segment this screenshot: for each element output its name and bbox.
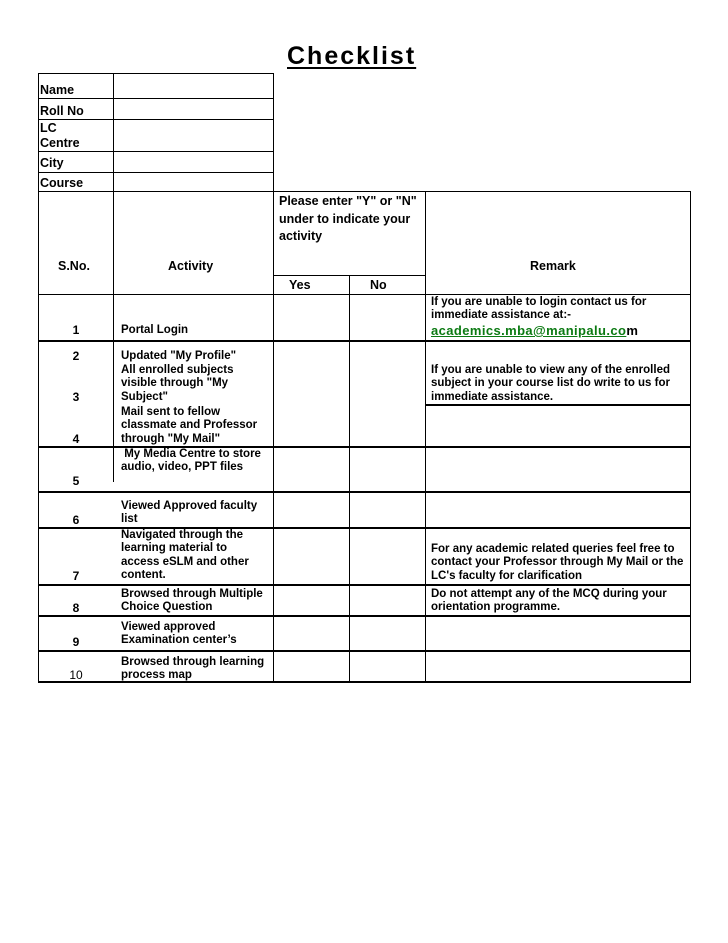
activity-header: Activity (168, 259, 214, 273)
support-email-link[interactable]: academics.mba@manipalu.co (431, 323, 627, 338)
row-activity: Browsed through learning process map (121, 656, 265, 682)
page-title: Checklist (287, 42, 417, 70)
row-activity: Portal Login (121, 324, 189, 336)
roll-no-label: Roll No (40, 104, 84, 118)
grid-line (349, 294, 350, 683)
course-label: Course (40, 176, 84, 190)
lc-centre-label-line2: Centre (40, 136, 80, 150)
row-number: 5 (72, 474, 80, 488)
grid-line (425, 191, 426, 683)
grid-line (273, 73, 274, 683)
grid-line (38, 294, 39, 683)
row-number: 9 (72, 635, 80, 649)
row-divider (38, 340, 690, 342)
yes-header: Yes (289, 278, 311, 292)
row-activity: Mail sent to fellow classmate and Professor through "My Mail" (121, 406, 258, 445)
row-activity: Updated "My Profile" (121, 350, 237, 362)
row-divider (38, 650, 690, 652)
row-number: 6 (72, 513, 80, 527)
name-label: Name (40, 83, 75, 97)
row-number: 7 (72, 569, 80, 583)
lc-centre-label: LC (40, 121, 57, 135)
support-email (431, 322, 638, 340)
row-activity: Viewed Approved faculty list (121, 500, 258, 526)
row-activity: Browsed through Multiple Choice Question (121, 588, 263, 614)
row-remark: Do not attempt any of the MCQ during your orientation programme. (431, 588, 667, 614)
grid-line (38, 172, 273, 173)
row-remark: For any academic related queries feel free to contact your Professor through My Mail or the LC's faculty for clarification (431, 543, 684, 582)
row-number: 8 (72, 601, 80, 615)
grid-line (349, 275, 350, 295)
row-divider (38, 584, 690, 586)
no-header: No (370, 278, 387, 292)
grid-line (38, 191, 690, 192)
row-divider (425, 404, 690, 406)
row-remark: If you are unable to view any of the enrolled subject in your course list do write to us for immediate assistance. (431, 364, 670, 403)
row-number: 4 (72, 432, 80, 446)
row-remark: If you are unable to login contact us for immediate assistance at:- (431, 296, 647, 322)
grid-line (38, 98, 273, 99)
row-divider (38, 491, 690, 493)
row-activity: Viewed approved Examination center’s (121, 621, 237, 647)
row-number: 2 (72, 349, 80, 363)
instruction-header: Please enter "Y" or "N" under to indicate your activity (279, 194, 417, 243)
grid-line (690, 191, 691, 683)
sno-header: S.No. (58, 259, 90, 273)
row-number: 10 (69, 668, 83, 682)
grid-line (38, 73, 273, 74)
grid-line (38, 73, 39, 295)
row-activity: My Media Centre to store audio, video, PPT files (121, 448, 265, 474)
grid-line (38, 151, 273, 152)
row-activity: Navigated through the learning material to access eSLM and other content. (121, 529, 249, 582)
city-label: City (40, 156, 64, 170)
grid-line (38, 119, 273, 120)
row-divider (38, 615, 690, 617)
remark-header: Remark (530, 259, 576, 273)
grid-line (113, 73, 114, 482)
row-number: 1 (72, 323, 80, 337)
row-number: 3 (72, 390, 80, 404)
row-activity: All enrolled subjects visible through "My Subject" (121, 364, 234, 403)
grid-line (38, 294, 690, 295)
support-email-tail: m (626, 323, 638, 338)
